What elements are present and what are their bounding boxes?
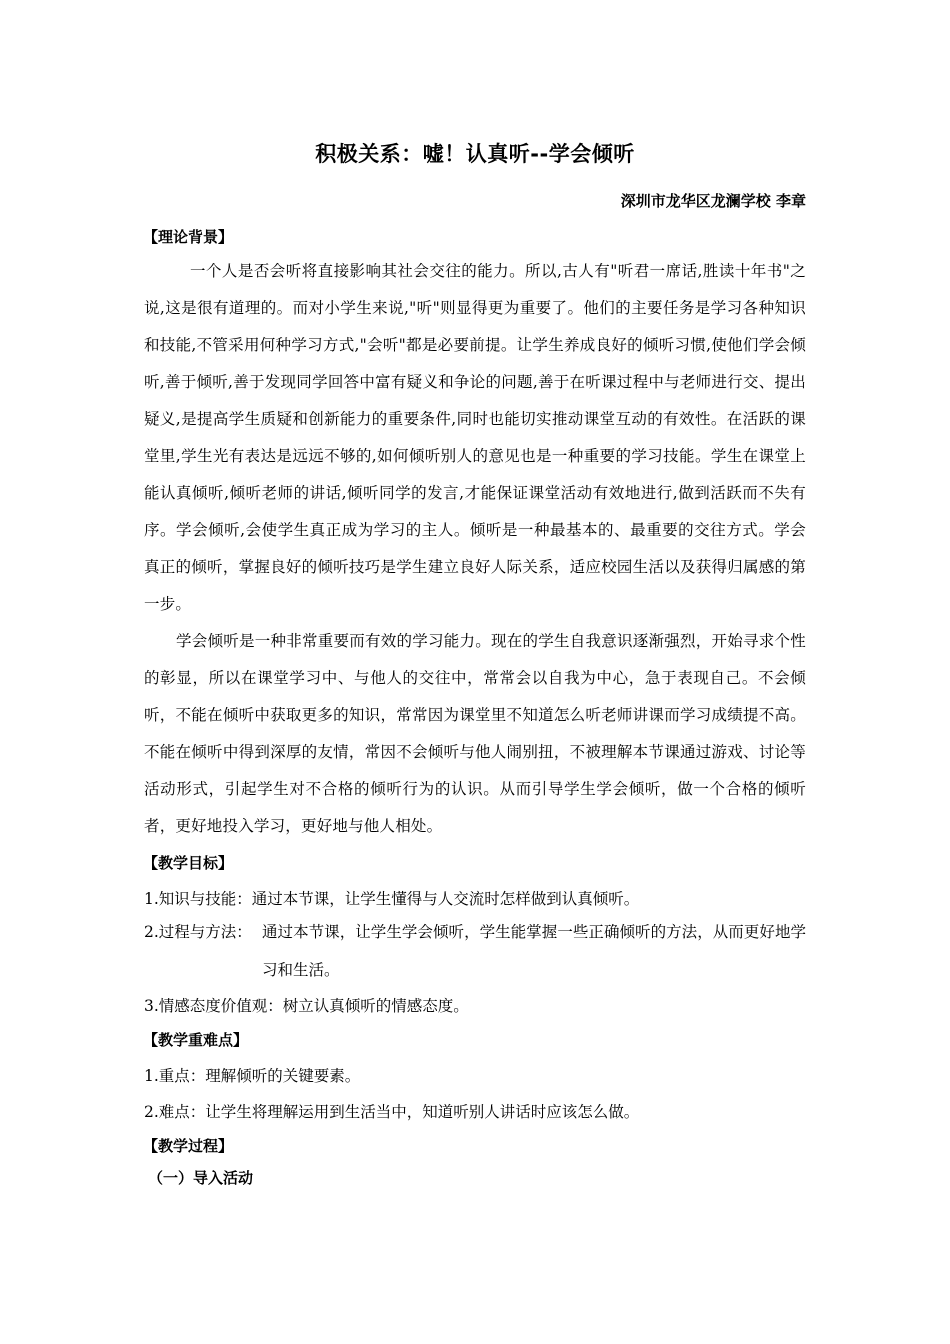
background-paragraph-1: 一个人是否会听将直接影响其社会交往的能力。所以,古人有"听君一席话,胜读十年书"之说,这是很有道理的。而对小学生来说,"听"则显得更为重要了。他们的主要任务是学习各种知识和技能,不管采用何种学习方式,"会听"都是必要前提。让学生养成良好的倾听习惯,使他们学会倾听,善于倾听,善于发现同学回答中富有疑义和争论的问题,善于在听课过程中与老师进行交、提出疑义,是提高学生质疑和创新能力的重要条件,同时也能切实推动课堂互动的有效性。在活跃的课堂里,学生光有表达是远远不够的,如何倾听别人的意见也是一种重要的学习技能。学生在课堂上能认真倾听,倾听老师的讲话,倾听同学的发言,才能保证课堂活动有效地进行,做到活跃而不失有序。学会倾听,会使学生真正成为学习的主人。倾听是一种最基本的、最重要的交往方式。学会真正的倾听，掌握良好的倾听技巧是学生建立良好人际关系，适应校园生活以及获得归属感的第一步。 [144,262,806,613]
keypoint-item-2: 2.难点：让学生将理解运用到生活当中，知道听别人讲话时应该怎么做。 [144,1103,640,1121]
document-title: 积极关系：嘘！认真听--学会倾听 [315,142,635,166]
section-heading-keypoints: 【教学重难点】 [143,1031,249,1049]
keypoint-item-1: 1.重点：理解倾听的关键要素。 [144,1067,361,1085]
section-heading-process: 【教学过程】 [143,1137,234,1155]
author-line: 深圳市龙华区龙澜学校 李章 [620,192,806,210]
goal-item-3: 3.情感态度价值观：树立认真倾听的情感态度。 [144,997,469,1015]
process-subheading-1: （一）导入活动 [148,1169,254,1187]
goal-item-2-text: 通过本节课，让学生学会倾听，学生能掌握一些正确倾听的方法，从而更好地学习和生活。 [262,923,806,979]
section-heading-background: 【理论背景】 [143,228,234,246]
goal-item-1: 1.知识与技能：通过本节课，让学生懂得与人交流时怎样做到认真倾听。 [144,890,640,908]
section-heading-goals: 【教学目标】 [143,854,234,872]
goal-item-2 [144,913,806,989]
background-paragraph-2: 学会倾听是一种非常重要而有效的学习能力。现在的学生自我意识逐渐强烈，开始寻求个性的彰显，所以在课堂学习中、与他人的交往中，常常会以自我为中心，急于表现自己。不会倾听，不能在倾听中获取更多的知识，常常因为课堂里不知道怎么听老师讲课而学习成绩提不高。不能在倾听中得到深厚的友情，常因不会倾听与他人闹别扭，不被理解本节课通过游戏、讨论等活动形式，引起学生对不合格的倾听行为的认识。从而引导学生学会倾听，做一个合格的倾听者，更好地投入学习，更好地与他人相处。 [144,632,806,835]
goal-item-2-label: 2.过程与方法： [144,923,252,941]
